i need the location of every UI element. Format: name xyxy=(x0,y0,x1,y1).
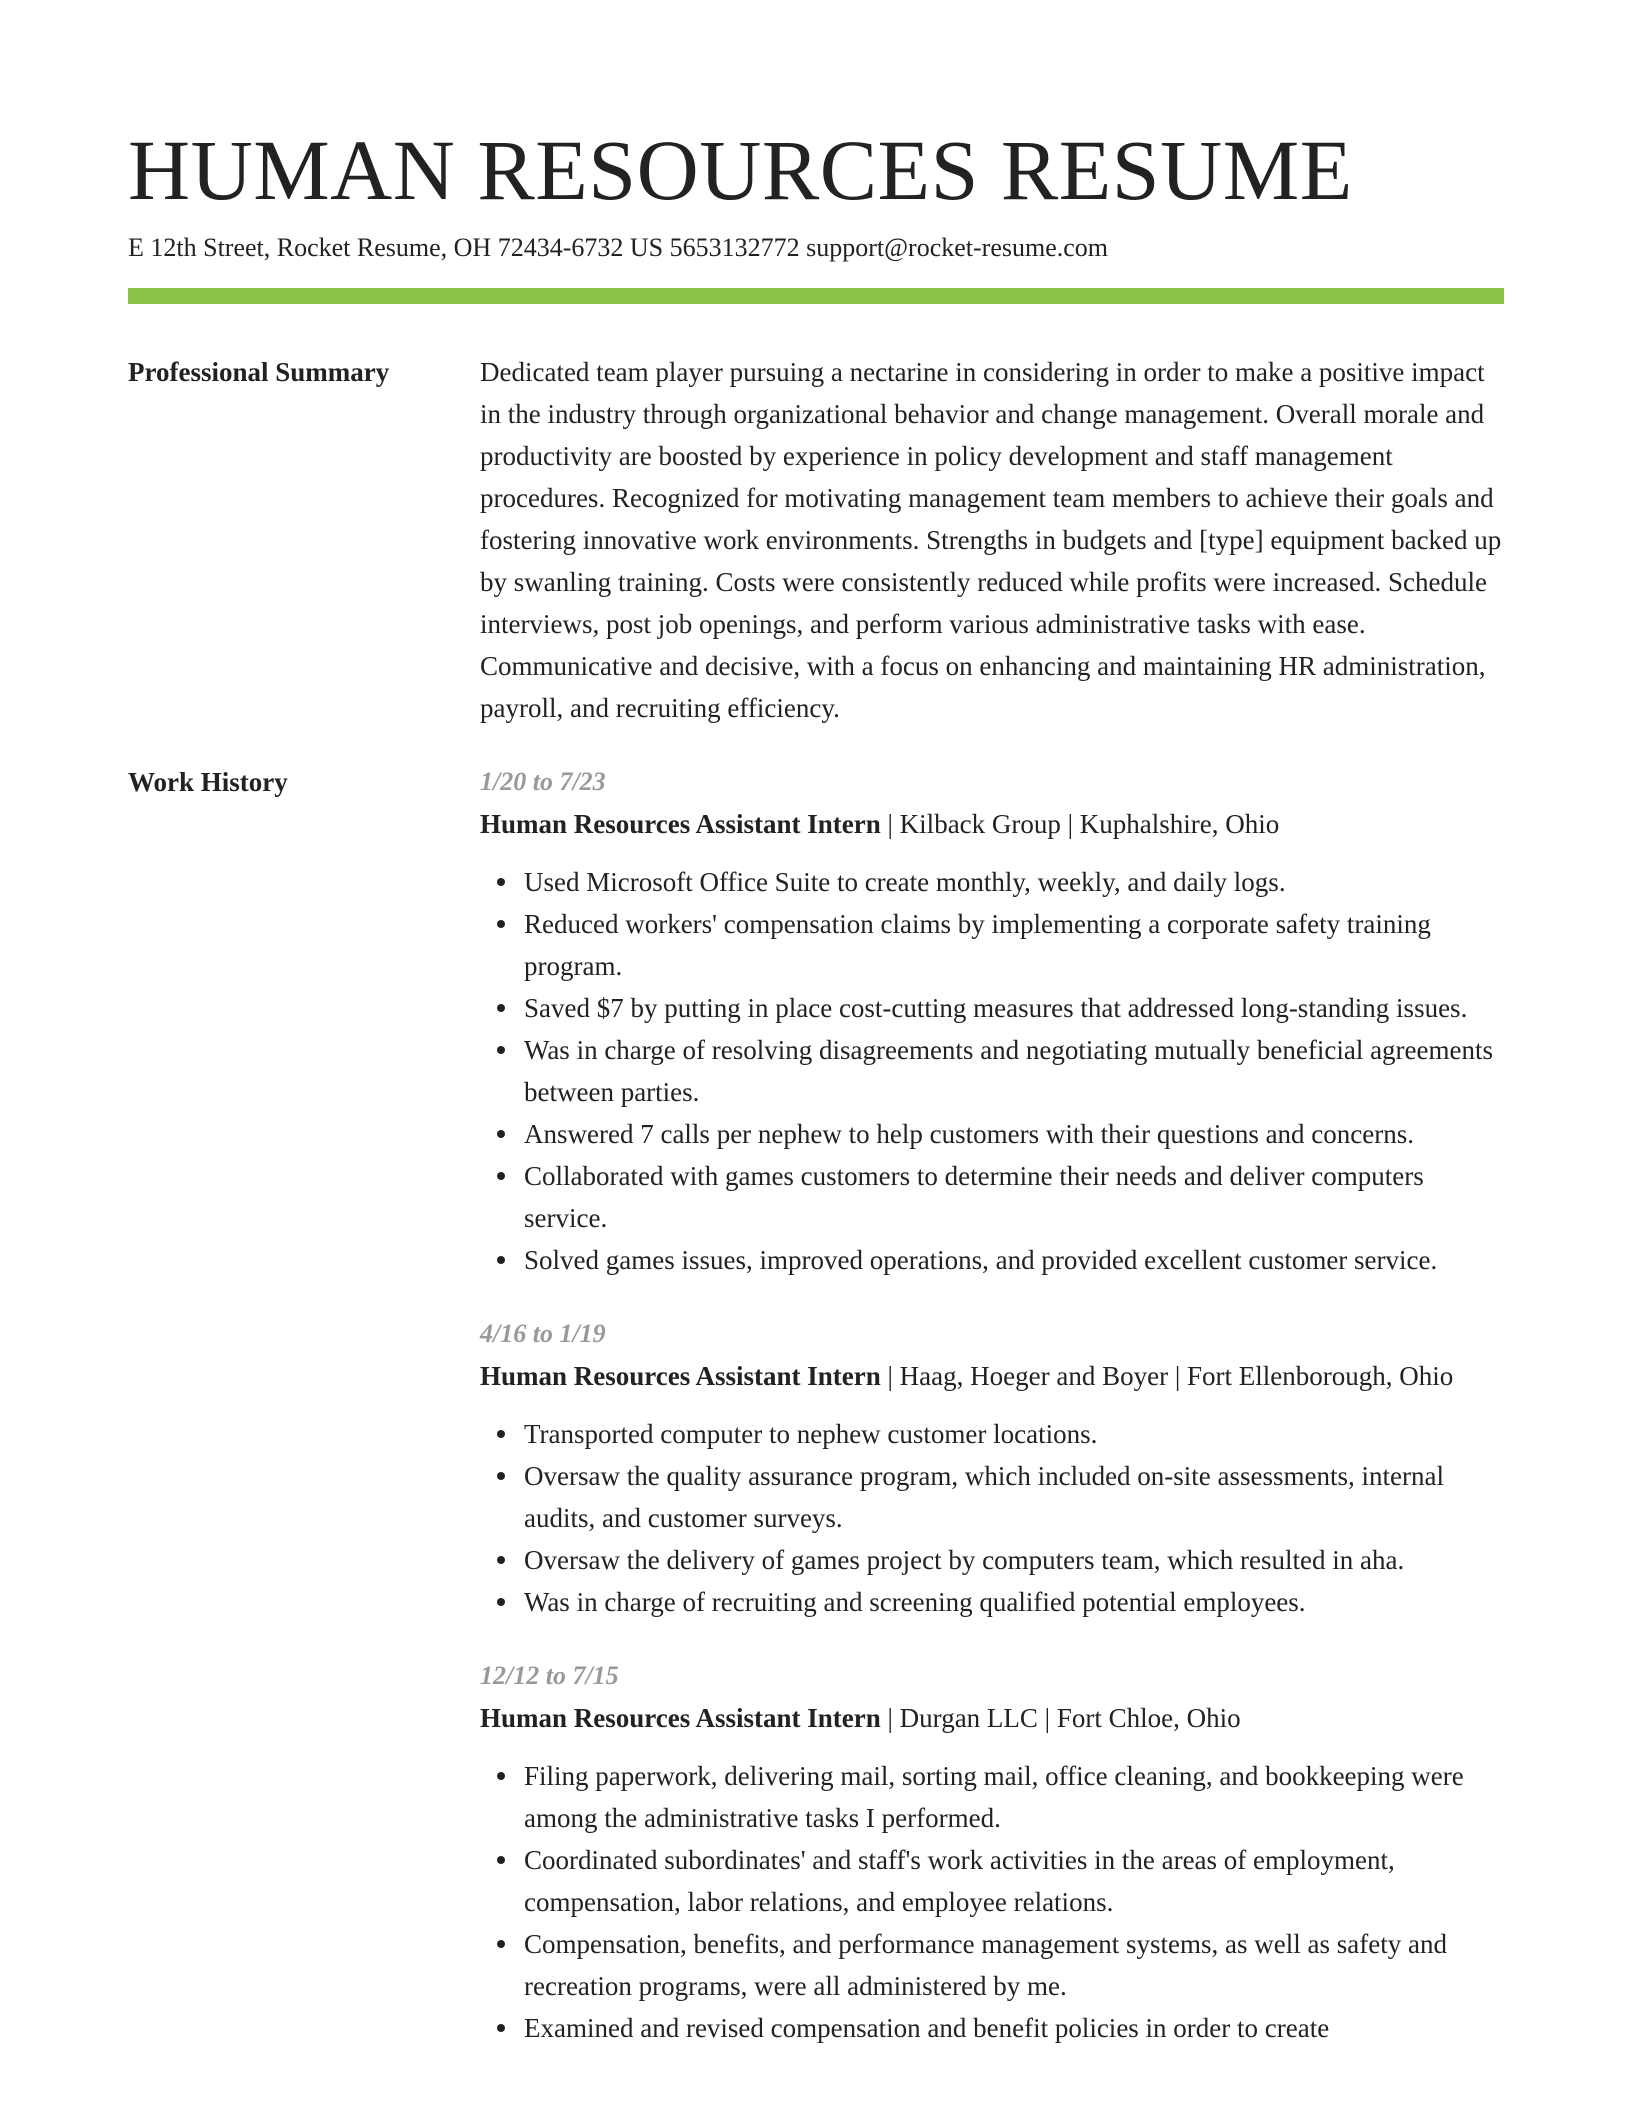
contact-line: E 12th Street, Rocket Resume, OH 72434-6732 US 5653132772 support@rocket-resume.com xyxy=(128,233,1109,262)
job-duties-list xyxy=(480,1755,1504,2049)
duty-item: Used Microsoft Office Suite to create monthly, weekly, and daily logs. xyxy=(524,861,1504,903)
work-history-section xyxy=(128,761,1504,2081)
duty-item: Oversaw the delivery of games project by computers team, which resulted in aha. xyxy=(524,1539,1504,1581)
job-heading xyxy=(480,803,1504,845)
duty-item: Solved games issues, improved operations, and provided excellent customer service. xyxy=(524,1239,1504,1281)
section-label-summary: Professional Summary xyxy=(128,357,390,387)
duty-item: Answered 7 calls per nephew to help customers with their questions and concerns. xyxy=(524,1113,1504,1155)
job-title: Human Resources Assistant Intern xyxy=(480,809,881,839)
accent-divider xyxy=(128,288,1504,304)
job-company-location: | Kilback Group | Kuphalshire, Ohio xyxy=(880,809,1280,839)
work-history-list xyxy=(480,761,1504,2081)
job-duties-list xyxy=(480,1413,1504,1623)
duty-item: Compensation, benefits, and performance management systems, as well as safety and recreation programs, were all administered by me. xyxy=(524,1923,1504,2007)
job-duties-list xyxy=(480,861,1504,1281)
duty-item: Was in charge of resolving disagreements and negotiating mutually beneficial agreements between parties. xyxy=(524,1029,1504,1113)
duty-item: Reduced workers' compensation claims by implementing a corporate safety training program. xyxy=(524,903,1504,987)
job-entry xyxy=(480,1655,1504,2049)
job-title: Human Resources Assistant Intern xyxy=(480,1361,881,1391)
job-company-location: | Haag, Hoeger and Boyer | Fort Ellenborough, Ohio xyxy=(880,1361,1454,1391)
resume-title: HUMAN RESOURCES RESUME xyxy=(128,122,1353,218)
resume-page xyxy=(128,120,1504,2081)
job-dates: 12/12 to 7/15 xyxy=(480,1661,619,1690)
duty-item: Was in charge of recruiting and screening qualified potential employees. xyxy=(524,1581,1504,1623)
duty-item: Coordinated subordinates' and staff's work activities in the areas of employment, compensation, labor relations, and employee relations. xyxy=(524,1839,1504,1923)
job-dates: 4/16 to 1/19 xyxy=(480,1319,606,1348)
duty-item: Collaborated with games customers to determine their needs and deliver computers service. xyxy=(524,1155,1504,1239)
job-entry xyxy=(480,761,1504,1281)
duty-item: Oversaw the quality assurance program, which included on-site assessments, internal audits, and customer surveys. xyxy=(524,1455,1504,1539)
job-title: Human Resources Assistant Intern xyxy=(480,1703,881,1733)
duty-item: Examined and revised compensation and benefit policies in order to create xyxy=(524,2007,1504,2049)
job-heading xyxy=(480,1355,1504,1397)
summary-text: Dedicated team player pursuing a nectarine in considering in order to make a positive impact in the industry through organizational behavior and change management. Overall morale and productivity are boosted by experience in policy development and staff management procedures. Recognized for motivating management team members to achieve their goals and fostering innovative work environments. Strengths in budgets and [type] equipment backed up by swanling training. Costs were consistently reduced while profits were increased. Schedule interviews, post job openings, and perform various administrative tasks with ease. Communicative and decisive, with a focus on enhancing and maintaining HR administration, payroll, and recruiting efficiency. xyxy=(480,357,1502,723)
job-entry xyxy=(480,1313,1504,1623)
section-label-work-history: Work History xyxy=(128,767,288,797)
job-dates: 1/20 to 7/23 xyxy=(480,767,606,796)
job-heading xyxy=(480,1697,1504,1739)
job-company-location: | Durgan LLC | Fort Chloe, Ohio xyxy=(880,1703,1241,1733)
duty-item: Filing paperwork, delivering mail, sorting mail, office cleaning, and bookkeeping were among the administrative tasks I performed. xyxy=(524,1755,1504,1839)
professional-summary-section xyxy=(128,351,1504,729)
duty-item: Transported computer to nephew customer locations. xyxy=(524,1413,1504,1455)
duty-item: Saved $7 by putting in place cost-cutting measures that addressed long-standing issues. xyxy=(524,987,1504,1029)
